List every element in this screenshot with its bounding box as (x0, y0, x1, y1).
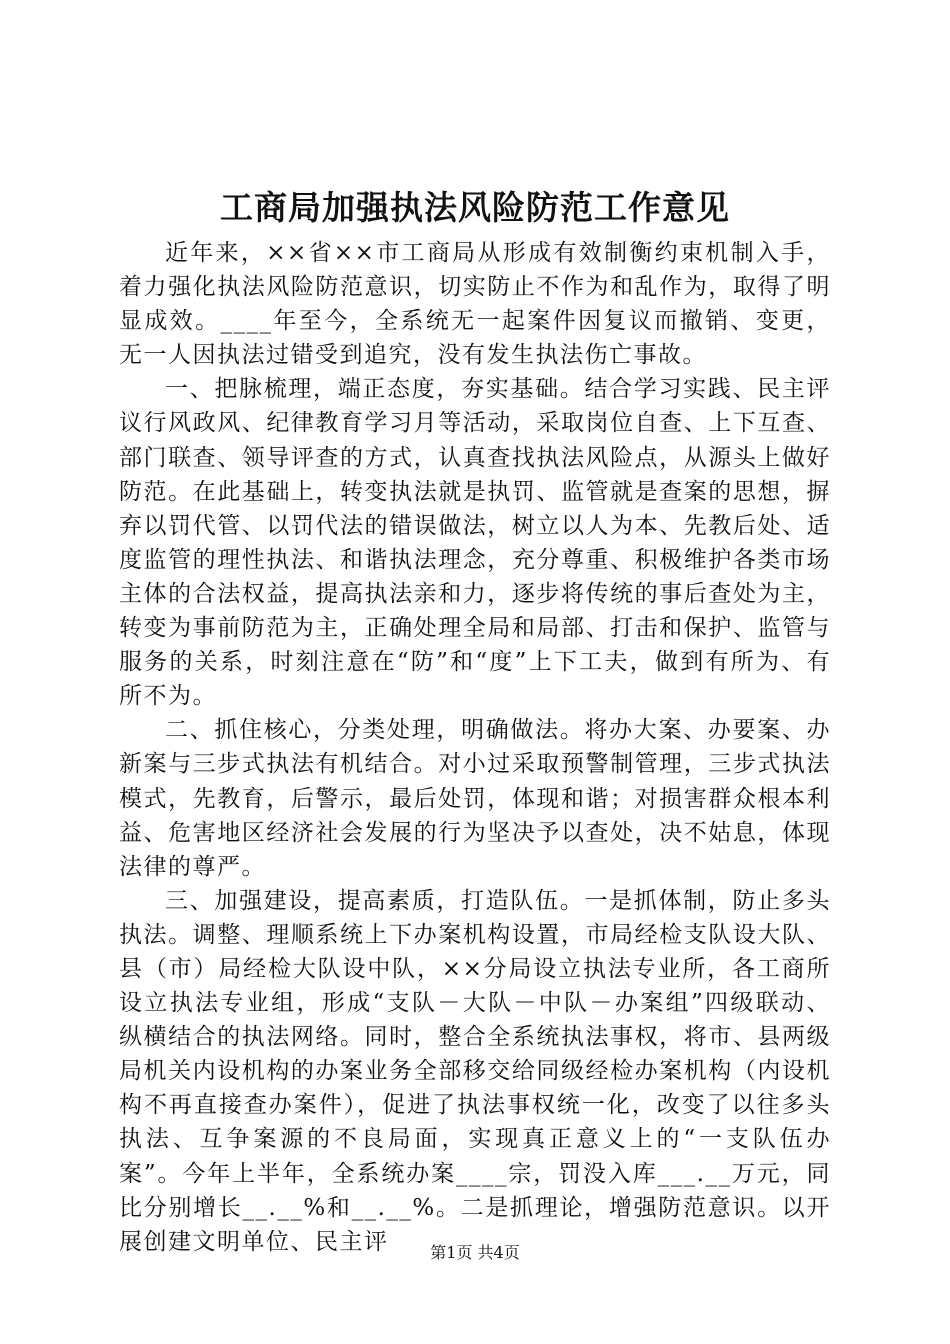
page-number-indicator: 第1页 共4页 (430, 1243, 520, 1262)
paragraph-section-one: 一、把脉梳理，端正态度，夯实基础。结合学习实践、民主评议行风政风、纪律教育学习月等活动，采取岗位自查、上下互查、部门联查、领导评查的方式，认真查找执法风险点，从源头上做好防范。在此基础上，转变执法就是执罚、监管就是查案的思想，摒弃以罚代管、以罚代法的错误做法，树立以人为本、先教后处、适度监管的理性执法、和谐执法理念，充分尊重、积极维护各类市场主体的合法权益，提高执法亲和力，逐步将传统的事后查处为主，转变为事前防范为主，正确处理全局和局部、打击和保护、监管与服务的关系，时刻注意在“防”和“度”上下工夫，做到有所为、有所不为。 (119, 376, 831, 710)
paragraph-section-two: 二、抓住核心，分类处理，明确做法。将办大案、办要案、办新案与三步式执法有机结合。对小过采取预警制管理，三步式执法模式，先教育，后警示，最后处罚，体现和谐；对损害群众根本利益、危害地区经济社会发展的行为坚决予以查处，决不姑息，体现法律的尊严。 (119, 717, 831, 880)
page-footer (0, 1243, 950, 1263)
document-title: 工商局加强执法风险防范工作意见 (220, 188, 730, 227)
paragraph-intro: 近年来，××省××市工商局从形成有效制衡约束机制入手，着力强化执法风险防范意识，切实防止不作为和乱作为，取得了明显成效。____年至今，全系统无一起案件因复议而撤销、变更，无一人因执法过错受到追究，没有发生执法伤亡事故。 (119, 240, 831, 369)
paragraph-section-three: 三、加强建设，提高素质，打造队伍。一是抓体制，防止多头执法。调整、理顺系统上下办案机构设置，市局经检支队设大队、县（市）局经检大队设中队，××分局设立执法专业所，各工商所设立执法专业组，形成“支队－大队－中队－办案组”四级联动、纵横结合的执法网络。同时，整合全系统执法事权，将市、县两级局机关内设机构的办案业务全部移交给同级经检办案机构（内设机构不再直接查办案件），促进了执法事权统一化，改变了以往多头执法、互争案源的不良局面，实现真正意义上的“一支队伍办案”。今年上半年，全系统办案____宗，罚没入库___.__万元，同比分别增长__.__%和__.__%。二是抓理论，增强防范意识。以开展创建文明单位、民主评 (119, 887, 831, 1255)
document-body (119, 236, 831, 1259)
